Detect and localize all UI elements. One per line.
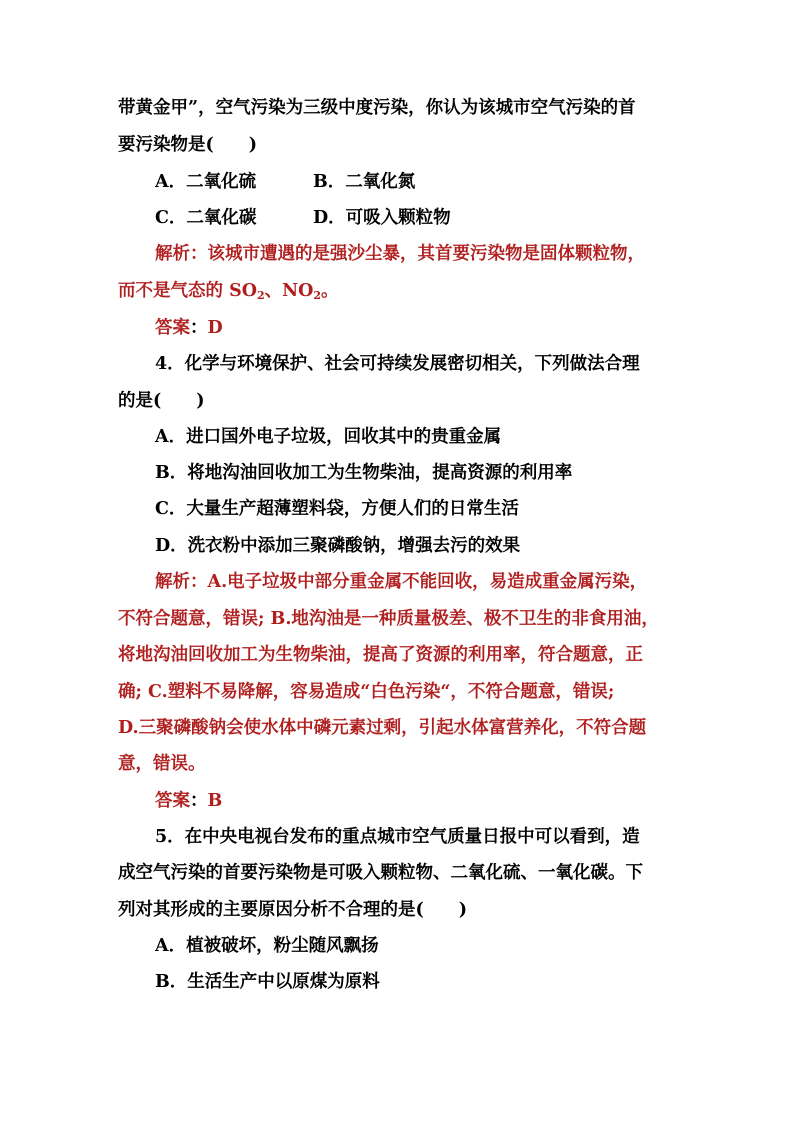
q4-answer-colon: ：: [190, 791, 208, 811]
q3-answer-colon: ：: [190, 318, 208, 338]
q3-analysis-sub2: 2: [313, 289, 322, 302]
q3-analysis-text2-mid: 、NO: [264, 281, 314, 301]
q3-analysis-sub1: 2: [256, 289, 265, 302]
q3-stem-line2: 要污染物是( ): [118, 135, 258, 155]
q3-analysis-text2-post: 。: [321, 281, 339, 301]
q4-answer-value: B: [207, 791, 223, 811]
q3-analysis-text1: ：该城市遭遇的是强沙尘暴，其首要污染物是固体颗粒物，: [190, 244, 645, 264]
q3-option-d: D．可吸入颗粒物: [313, 208, 451, 228]
q4-answer: [155, 789, 715, 813]
q3-options-ab: [155, 170, 715, 194]
q3-options-cd: [155, 206, 715, 230]
q3-option-a: A．二氧化硫: [155, 172, 257, 192]
q4-option-a: A．进口国外电子垃圾，回收其中的贵重金属: [155, 427, 502, 447]
q4-option-b: B．将地沟油回收加工为生物柴油，提高资源的利用率: [155, 463, 573, 483]
q4-stem-line1: 4．化学与环境保护、社会可持续发展密切相关，下列做法合理: [155, 354, 640, 374]
q3-option-c: C．二氧化碳: [155, 208, 257, 228]
q3-analysis-text2-pre: 而不是气态的 SO: [118, 281, 257, 301]
q5-stem-line2: 成空气污染的首要污染物是可吸入颗粒物、二氧化硫、一氧化碳。下: [118, 863, 643, 883]
q5-stem-line3: 列对其形成的主要原因分析不合理的是( ): [118, 900, 468, 920]
q3-analysis-line1: [155, 242, 715, 266]
q5-option-a: A．植被破坏，粉尘随风飘扬: [155, 936, 379, 956]
q4-analysis-line3: 将地沟油回收加工为生物柴油，提高了资源的利用率，符合题意，正: [118, 645, 643, 665]
q4-analysis-text1: ：A.电子垃圾中部分重金属不能回收，易造成重金属污染，: [190, 572, 648, 592]
q4-option-d: D．洗衣粉中添加三聚磷酸钠，增强去污的效果: [155, 536, 521, 556]
q4-analysis-line4: 确; C.塑料不易降解，容易造成“白色污染“，不符合题意，错误;: [118, 682, 615, 702]
q5-stem-line1: 5．在中央电视台发布的重点城市空气质量日报中可以看到，造: [155, 827, 640, 847]
q4-analysis-line5: D.三聚磷酸钠会使水体中磷元素过剩，引起水体富营养化，不符合题: [118, 718, 647, 738]
q3-analysis-line2: [118, 279, 678, 308]
q4-answer-label: 答案: [155, 791, 190, 811]
q3-answer-value: D: [207, 318, 223, 338]
q3-option-b: B．二氧化氮: [313, 172, 416, 192]
q3-answer: [155, 316, 715, 340]
q4-stem-line2: 的是( ): [118, 391, 205, 411]
q5-option-b: B．生活生产中以原煤为原料: [155, 972, 380, 992]
q4-analysis-line1: [155, 570, 715, 594]
q3-stem-line1: 带黄金甲”，空气污染为三级中度污染，你认为该城市空气污染的首: [118, 98, 636, 118]
q4-analysis-line6: 意，错误。: [118, 754, 206, 774]
q4-analysis-label: 解析: [155, 572, 190, 592]
q3-answer-label: 答案: [155, 318, 190, 338]
q4-option-c: C．大量生产超薄塑料袋，方便人们的日常生活: [155, 499, 519, 519]
q3-analysis-label: 解析: [155, 244, 190, 264]
q4-analysis-line2: 不符合题意，错误; B.地沟油是一种质量极差、极不卫生的非食用油，: [118, 609, 659, 629]
